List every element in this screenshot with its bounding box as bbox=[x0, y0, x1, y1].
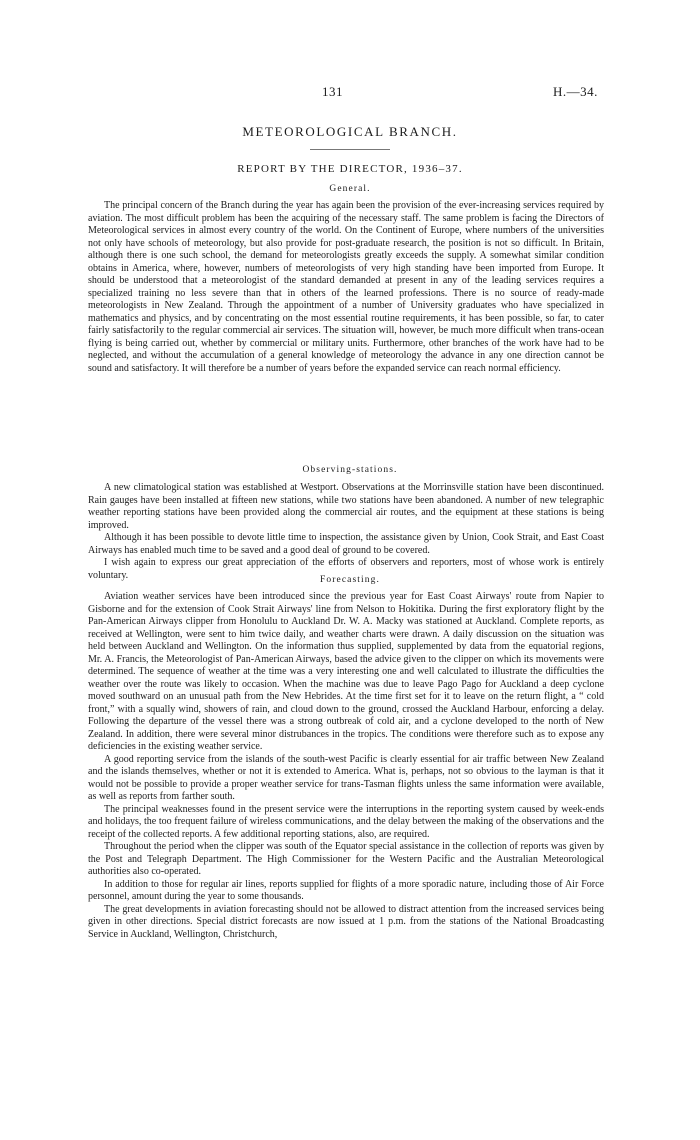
title-divider bbox=[310, 149, 390, 150]
section-heading-general: General. bbox=[329, 184, 371, 194]
paragraph: I wish again to express our great appreciation of the efforts of observers and reporters, most of whose work is entirely voluntary. bbox=[88, 557, 604, 581]
paragraph: A new climatological station was established at Westport. Observations at the Morrinsville station have been discontinued. Rain gauges have been installed at fifteen new stations, while two stations have been abandoned. A number of new telegraphic weather reporting stations have been provided along the commercial air routes, and the equipment at these stations is being improved. bbox=[88, 482, 604, 531]
paragraph: Although it has been possible to devote little time to inspection, the assistance given by Union, Cook Strait, and East Coast Airways has enabled much time to be saved and a good deal of ground to be covered. bbox=[88, 532, 604, 556]
paragraph: The great developments in aviation forecasting should not be allowed to distract attention from the increased services being given in other directions. Special district forecasts are now issued at 1 p.m. from the stations of the National Broadcasting Service in Auckland, Wellington, Christchurch, bbox=[88, 903, 604, 940]
paragraph: Throughout the period when the clipper was south of the Equator special assistance in the collection of reports was given by the Post and Telegraph Department. The High Commissioner for the Western Pacific and the Australian Meteorological authorities also co-operated. bbox=[88, 841, 604, 877]
document-reference: H.—34. bbox=[553, 84, 598, 99]
section-heading-forecasting: Forecasting. bbox=[320, 575, 380, 585]
paragraph: Aviation weather services have been introduced since the previous year for East Coast Airways' route from Napier to Gisborne and for the extension of Cook Strait Airways' line from Nelson to Hokitika. During the first exploratory flight by the Pan-American Airways clipper from Honolulu to Auckland Dr. W. A. Macky was stationed at Auckland. Complete reports, as received at Wellington, were sent to him twice daily, and weather charts were drawn. A daily discussion on the situation was held between Auckland and Wellington. On the information thus supplied, supplemented by data from the equatorial regions, Mr. A. Francis, the Meteorologist of Pan-American Airways, based the advice given to the clipper on which its movements were determined. The sequence of weather at the time was a very interesting one and well calculated to illustrate the difficulties the weather over the route was likely to occasion. When the machine was due to leave Pago Pago for Auckland a deep cyclone moved southward on an unusual path from the New Hebrides. At the time first set for it to leave on the return flight, a “ cold front,” with a squally wind, showers of rain, and cloud down to the ground, crossed the Auckland Harbour, enforcing a delay. Following the departure of the vessel there was a strong outbreak of cold air, and a cyclone developed to the north of New Zealand. In addition, there were several minor distrubances in the tropics. The conditions were therefore such as to expose any deficiencies in the existing weather service. bbox=[88, 591, 604, 752]
paragraph: The principal weaknesses found in the present service were the interruptions in the reporting system caused by week-ends and holidays, the too frequent failure of wireless communications, and the delay between the making of the observations and the receipt of the collected reports. A few additional reporting stations, also, are required. bbox=[88, 803, 604, 840]
section-heading-observing-stations: Observing-stations. bbox=[302, 465, 398, 475]
page-title: METEOROLOGICAL BRANCH. bbox=[242, 124, 458, 139]
paragraph: In addition to those for regular air lines, reports supplied for flights of a more sporadic nature, including those of Air Force personnel, amount during the year to some thousands. bbox=[88, 878, 604, 902]
section-body-forecasting bbox=[88, 591, 604, 941]
section-body-observing-stations bbox=[88, 482, 604, 582]
section-body-general bbox=[88, 200, 604, 375]
paragraph: A good reporting service from the islands of the south-west Pacific is clearly essential for air traffic between New Zealand and the islands themselves, whether or not it is extended to America. What is, perhaps, not so obvious to the layman is that it would not be possible to provide a proper weather service for trans-Tasman flights unless the same information were available, as well as reports from farther south. bbox=[88, 753, 604, 802]
report-subtitle: REPORT BY THE DIRECTOR, 1936–37. bbox=[237, 163, 463, 175]
paragraph: The principal concern of the Branch during the year has again been the provision of the ever-increasing services required by aviation. The most difficult problem has been the acquiring of the necessary staff. The same problem is facing the Directors of Meteorological services in almost every country of the world. On the Continent of Europe, where numbers of the universities not only have schools of meteorology, but also provide for post-graduate research, the position is not so difficult. In Britain, although there is one such school, the demand for meteorologists greatly exceeds the supply. A somewhat similar condition obtains in America, where, however, numbers of meteorologists of very high standing have been imported from Europe. It should be understood that a meteorologist of the standard demanded at present in any of the leading services requires a specialized training no less severe than that in others of the learned professions. There is no source of ready-made meteorologists in New Zealand. Through the appointment of a number of University graduates who have specialized in mathematics and physics, and by concentrating on the most essential routine requirements, it has been possible, so far, to cater fairly satisfactorily to the regular commercial air services. The situation will, however, be much more difficult when trans-ocean flying is being carried out, whether by commercial or military units. Furthermore, other branches of the work have had to be neglected, and without the accumulation of a general knowledge of meteorology the advance in any one direction cannot be sound and satisfactory. It will therefore be a number of years before the expanded service can reach normal efficiency. bbox=[88, 200, 604, 374]
page-number: 131 bbox=[322, 84, 343, 99]
